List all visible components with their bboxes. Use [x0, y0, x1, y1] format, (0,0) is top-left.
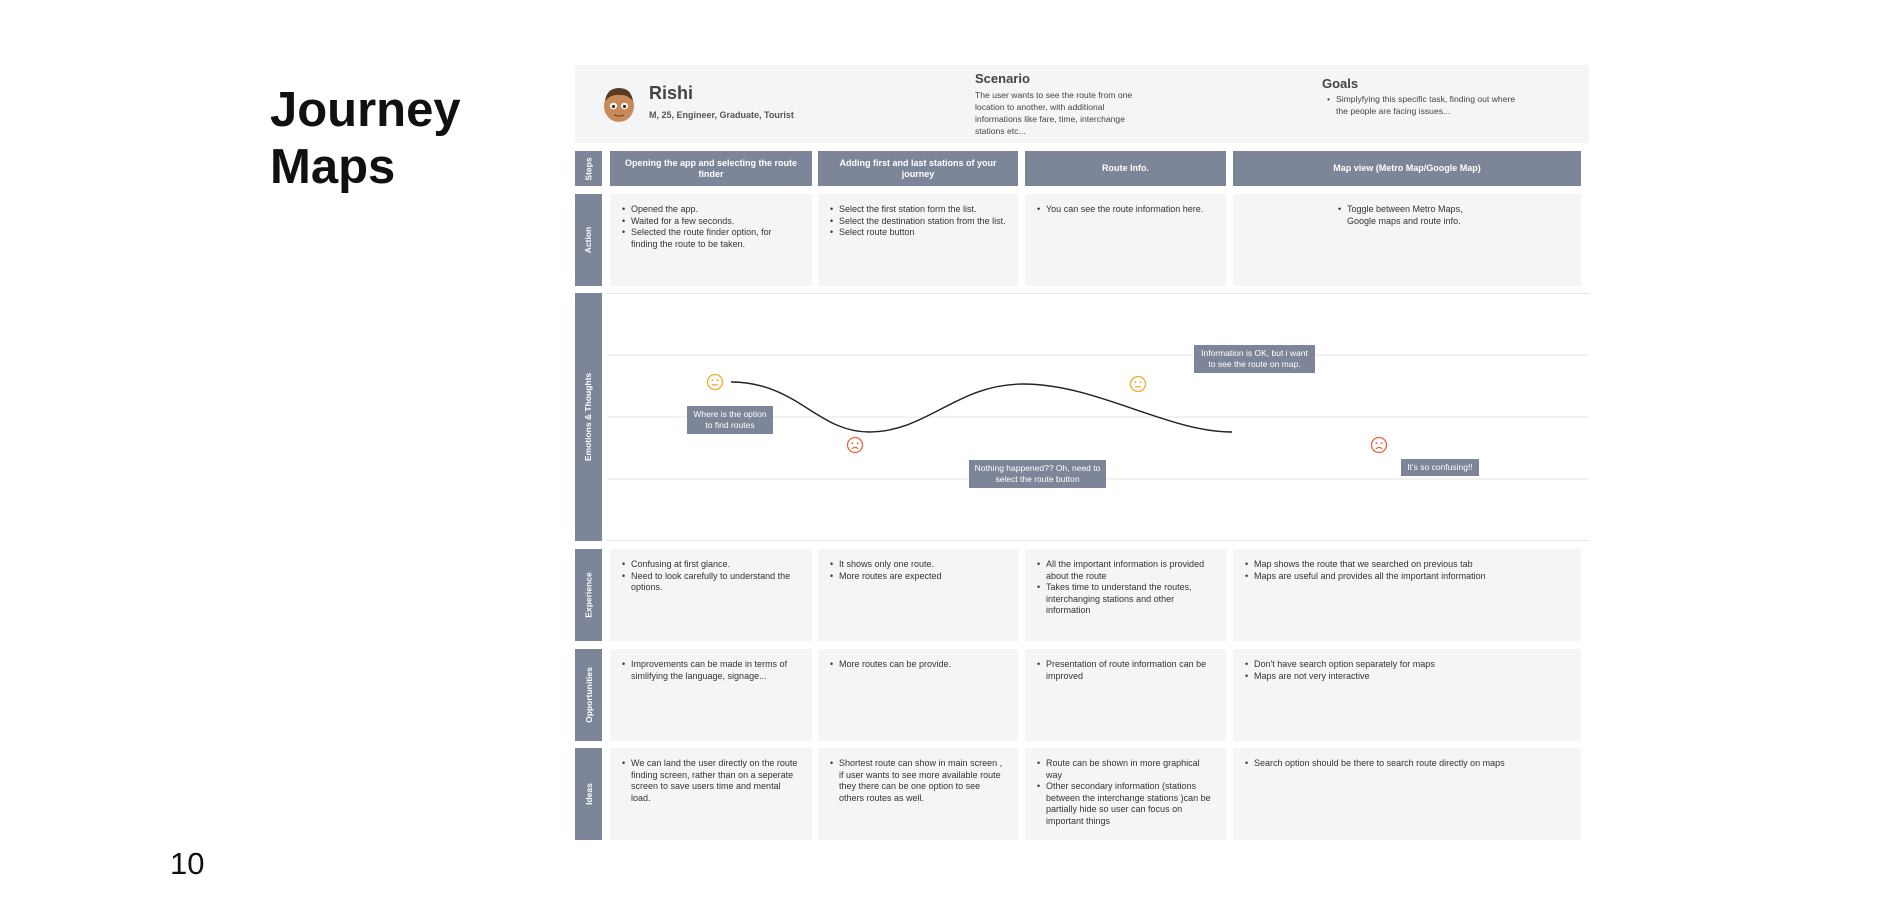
goal-item: • Simplyfying this specific task, finding out where the people are facing issues... [1327, 94, 1516, 116]
list-item: • Search option should be there to search route directly on maps [1245, 758, 1569, 770]
ideas-cell-3 [1025, 748, 1226, 840]
ideas-cell-1 [610, 748, 812, 840]
list-item: • Confusing at first glance. [622, 559, 800, 571]
experience-cell-1 [610, 549, 812, 641]
thought-bubble-1: Where is the option to find routes [687, 406, 773, 434]
list-item: • Maps are not very interactive [1245, 671, 1569, 683]
list-item: • Shortest route can show in main screen , if user wants to see more available route they there can be one option to see others routes as well. [830, 758, 1006, 804]
list-item: • Improvements can be made in terms of simlifying the language, signage... [622, 659, 800, 682]
ideas-cell-2 [818, 748, 1018, 840]
sad-face-icon [848, 438, 863, 453]
list-item: • Takes time to understand the routes, interchanging stations and other information [1037, 582, 1214, 617]
opportunities-cell-1 [610, 649, 812, 741]
experience-cell-4 [1233, 549, 1581, 641]
list-item: • Select route button [830, 227, 1006, 239]
neutral-face-icon [1131, 377, 1146, 392]
step-header-1: Opening the app and selecting the route finder [610, 151, 812, 186]
list-item: • Maps are useful and provides all the important information [1245, 571, 1569, 583]
row-label-ideas: Ideas [575, 748, 602, 840]
step-header-4: Map view (Metro Map/Google Map) [1233, 151, 1581, 186]
ideas-cell-4 [1233, 748, 1581, 840]
persona-name: Rishi [649, 83, 694, 103]
list-item: • All the important information is provided about the route [1037, 559, 1214, 582]
thought-bubble-2: Nothing happened?? Oh, need to select the route button [969, 460, 1106, 488]
list-item: • Map shows the route that we searched on previous tab [1245, 559, 1569, 571]
row-label-experience: Experience [575, 549, 602, 641]
list-item: • Toggle between Metro Maps, Google maps and route info. [1338, 204, 1476, 227]
avatar-icon [601, 85, 637, 123]
list-item: • Don't have search option separately for maps [1245, 659, 1569, 671]
list-item: • More routes are expected [830, 571, 1006, 583]
list-item: • Select the destination station from the list. [830, 216, 1006, 228]
action-cell-2 [818, 194, 1018, 286]
opportunities-cell-3 [1025, 649, 1226, 741]
emotion-curve-area [607, 293, 1589, 541]
opportunities-cell-2 [818, 649, 1018, 741]
row-label-emotions: Emotions & Thoughts [575, 293, 602, 541]
list-item: • You can see the route information here. [1037, 204, 1214, 216]
action-cell-4 [1233, 194, 1581, 286]
row-label-action: Action [575, 194, 602, 286]
row-label-opportunities: Opportunities [575, 649, 602, 741]
slide-title-line2: Maps [270, 140, 396, 194]
slide-title [270, 82, 461, 196]
action-cell-3 [1025, 194, 1226, 286]
list-item: • Waited for a few seconds. [622, 216, 800, 228]
thought-bubble-3: Information is OK, but i want to see the route on map. [1194, 345, 1315, 373]
opportunities-cell-4 [1233, 649, 1581, 741]
step-header-3: Route Info. [1025, 151, 1226, 186]
step-header-2: Adding first and last stations of your journey [818, 151, 1018, 186]
list-item: • Selected the route finder option, for finding the route to be taken. [622, 227, 800, 250]
experience-cell-2 [818, 549, 1018, 641]
persona-meta: M, 25, Engineer, Graduate, Tourist [649, 110, 794, 120]
goals-list [1327, 93, 1527, 117]
scenario-text: The user wants to see the route from one location to another, with additional informations like fare, time, interchange stations etc... [975, 90, 1133, 136]
row-label-steps: Steps [575, 151, 602, 186]
scenario-title: Scenario [975, 71, 1030, 86]
page-number: 10 [170, 846, 205, 881]
slide-title-line1: Journey [270, 83, 461, 137]
emotion-line [731, 382, 1232, 432]
list-item: • Select the first station form the list. [830, 204, 1006, 216]
list-item: • We can land the user directly on the route finding screen, rather than on a seperate screen to save users time and mental load. [622, 758, 800, 804]
journey-map [575, 65, 1589, 840]
list-item: • Route can be shown in more graphical way [1037, 758, 1214, 781]
sad-face-icon [1372, 438, 1387, 453]
list-item: • Other secondary information (stations between the interchange stations )can be partially hide so user can focus on important things [1037, 781, 1214, 827]
list-item: • Opened the app. [622, 204, 800, 216]
list-item: • More routes can be provide. [830, 659, 1006, 671]
list-item: • Need to look carefully to understand the options. [622, 571, 800, 594]
goals-title: Goals [1322, 76, 1359, 91]
persona-header [575, 65, 1589, 143]
experience-cell-3 [1025, 549, 1226, 641]
list-item: • Presentation of route information can be improved [1037, 659, 1214, 682]
thought-bubble-4: It's so confusing!! [1401, 459, 1479, 476]
neutral-face-icon [708, 375, 723, 390]
action-cell-1 [610, 194, 812, 286]
list-item: • It shows only one route. [830, 559, 1006, 571]
